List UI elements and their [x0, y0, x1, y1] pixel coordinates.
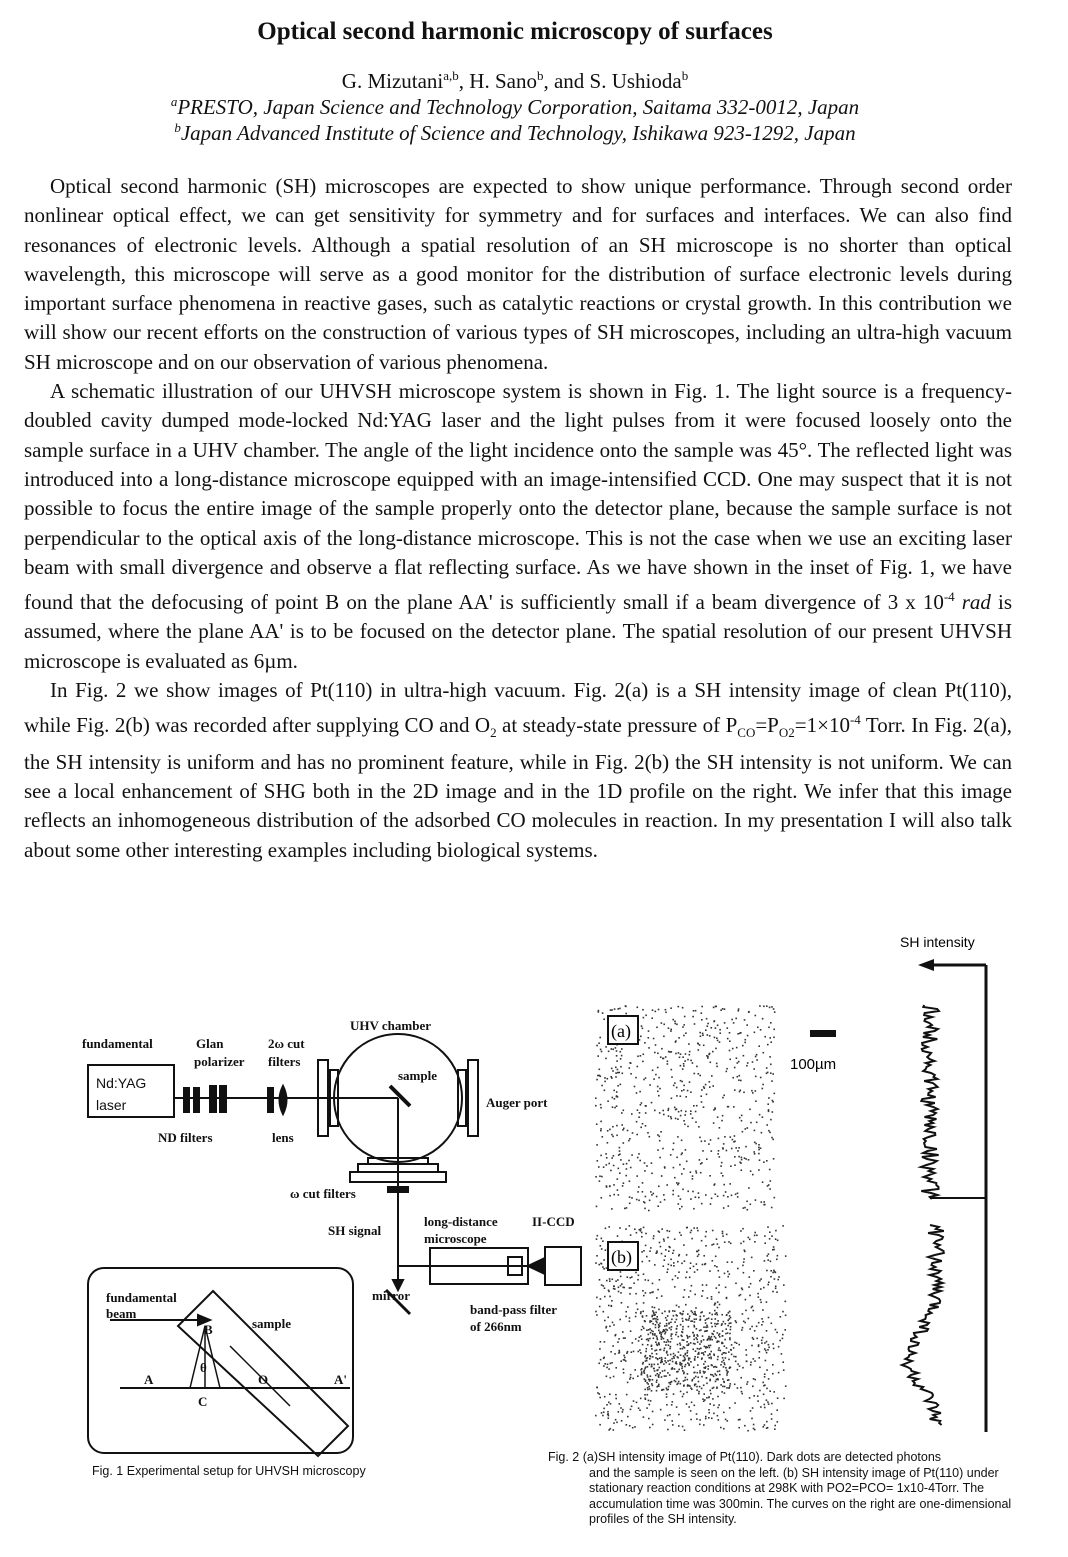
author-1: G. Mizutani: [341, 69, 444, 93]
laser-label-1: Nd:YAG: [96, 1075, 147, 1091]
inset-fundamental: fundamental: [106, 1290, 177, 1305]
fig1-caption: Fig. 1 Experimental setup for UHVSH microscopy: [92, 1464, 366, 1478]
inset-sample: sample: [252, 1316, 291, 1331]
abstract-body: [24, 172, 1012, 865]
profile-a-curve: [921, 1005, 939, 1199]
inset-theta: θ: [200, 1360, 207, 1375]
paragraph-2-exponent: -4: [943, 589, 955, 605]
paragraph-3-text-d: =1×10: [794, 713, 850, 738]
paragraph-3-co: CO: [737, 725, 756, 741]
author-3: , and S. Ushioda: [543, 69, 682, 93]
fig1-2w-cut: 2ω cut: [268, 1036, 305, 1051]
paragraph-3-text-b: at steady-state pressure of P: [496, 713, 738, 738]
inset-A: A: [144, 1372, 154, 1387]
fig1-w-cut-filters: ω cut filters: [290, 1186, 356, 1201]
sh-intensity-label: SH intensity: [900, 934, 975, 950]
affiliation-b-text: Japan Advanced Institute of Science and Technology, Ishikawa 923-1292, Japan: [180, 121, 856, 145]
paragraph-3-text: In Fig. 2 we show images of Pt(110) in ultra-high vacuum. Fig. 2(a) is a SH intensity image of clean Pt(110), while Fig. 2(b) was recorded after supplying CO and O: [24, 678, 1012, 738]
label-b: (b): [611, 1247, 632, 1267]
paragraph-1: Optical second harmonic (SH) microscopes are expected to show unique performance. Through second order nonlinear optical effect, we can get sensitivity for symmetry and for surfaces and interfaces. We can also find resonances of electronic levels. Although a spatial resolution of an SH microscope is no shorter than optical wavelength, this microscope will serve as a good monitor for the distribution of surface electronic levels during important surface phenomena in reactive gases, such as catalytic reactions or crystal growth. In this contribution we will show our recent efforts on the construction of various types of SH microscopes, including an ultra-high vacuum SH microscope and on our observation of various phenomena.: [24, 174, 1012, 374]
fig2-caption-line-1: Fig. 2 (a)SH intensity image of Pt(110). Dark dots are detected photons: [548, 1450, 942, 1464]
fig1-glan: Glan: [196, 1036, 224, 1051]
paragraph-3: [24, 676, 1012, 865]
paper-title: Optical second harmonic microscopy of surfaces: [257, 18, 773, 45]
fig2-caption: [548, 1450, 1048, 1528]
fig1-fundamental: fundamental: [82, 1036, 153, 1051]
affiliation-a: [0, 94, 1030, 120]
paragraph-3-exponent: -4: [849, 712, 861, 728]
profile-b-curve: [902, 1225, 944, 1425]
label-a: (a): [611, 1021, 631, 1041]
affiliation-b-mark: b: [174, 120, 181, 135]
fig1-auger: Auger port: [486, 1095, 548, 1110]
laser-label-2: laser: [96, 1097, 127, 1113]
fig1-bandpass-1: band-pass filter: [470, 1302, 558, 1317]
fig1-ldm-1: long-distance: [424, 1214, 498, 1229]
fig1-sample: sample: [398, 1068, 437, 1083]
paragraph-3-text-e: Torr. In Fig. 2(a), the SH intensity is uniform and has no prominent feature, while in Fig. 2(b) the SH intensity is not uniform. We can see a local enhancement of SHG both in the 2D image and in the 1D profile on the right. We infer that this image reflects an inhomogeneous distribution of the adsorbed CO molecules in reaction. In my presentation I will also talk about some other interesting examples including biological systems.: [24, 713, 1012, 862]
inset-A-prime: A': [334, 1372, 347, 1387]
affiliation-a-mark: a: [170, 94, 178, 109]
fig1-mirror: mirror: [372, 1288, 411, 1303]
paragraph-3-o2: 2: [490, 725, 497, 741]
inset-C: C: [198, 1394, 208, 1409]
paragraph-2: [24, 377, 1012, 676]
fig1-ldm-2: microscope: [424, 1231, 487, 1246]
paragraph-3-text-c: =P: [755, 713, 779, 738]
fig1-polarizer: polarizer: [194, 1054, 245, 1069]
scale-label: 100µm: [790, 1056, 837, 1073]
affiliation-a-text: PRESTO, Japan Science and Technology Corporation, Saitama 332-0012, Japan: [177, 95, 860, 119]
author-3-mark: b: [681, 68, 689, 83]
fig1-lens: lens: [272, 1130, 294, 1145]
author-2: , H. Sano: [458, 69, 537, 93]
paragraph-3-o2b: O2: [778, 725, 795, 741]
inset-O: O: [258, 1372, 269, 1387]
author-list: [0, 68, 1030, 94]
fig1-diagram: [0, 990, 620, 1460]
fig1-filters: filters: [268, 1054, 301, 1069]
paragraph-2-text-end: is assumed, where the plane AA' is to be focused on the detector plane. The spatial resolution of our present UHVSH microscope is evaluated as 6µm.: [24, 590, 1013, 673]
fig1-nd-filters: ND filters: [158, 1130, 213, 1145]
scale-bar: [810, 1030, 836, 1037]
author-1-mark: a,b: [443, 68, 459, 83]
affiliation-b: [0, 120, 1030, 146]
fig2-caption-rest: and the sample is seen on the left. (b) SH intensity image of Pt(110) under stationary reaction conditions at 298K with PO2=PCO= 1x10-4Torr. The accumulation time was 300min. The curves on the right are one-dimensional profiles of the SH intensity.: [589, 1465, 1012, 1526]
inset-B: B: [204, 1322, 213, 1337]
paragraph-2-rad: rad: [961, 590, 991, 615]
fig1-sh-signal: SH signal: [328, 1223, 382, 1238]
fig1-uhv: UHV chamber: [350, 1018, 432, 1033]
inset-beam: beam: [106, 1306, 137, 1321]
fig1-bandpass-2: of 266nm: [470, 1319, 522, 1334]
fig2-images: [590, 930, 1010, 1440]
author-2-mark: b: [536, 68, 544, 83]
paragraph-2-text: A schematic illustration of our UHVSH microscope system is shown in Fig. 1. The light source is a frequency-doubled cavity dumped mode-locked Nd:YAG laser and the light pulses from it were focused loosely onto the sample surface in a UHV chamber. The angle of the light incidence onto the sample was 45°. The reflected light was introduced into a long-distance microscope equipped with an image-intensified CCD. One may suspect that it is not possible to focus the entire image of the sample properly onto the detector plane, because the sample surface is not perpendicular to the optical axis of the long-distance microscope. This is not the case when we use an exciting laser beam with small divergence and observe a flat reflecting surface. As we have shown in the inset of Fig. 1, we have found that the defocusing of point B on the plane AA' is sufficiently small if a beam divergence of 3 x 10: [24, 379, 1012, 615]
fig1-ii-ccd: II-CCD: [532, 1214, 575, 1229]
